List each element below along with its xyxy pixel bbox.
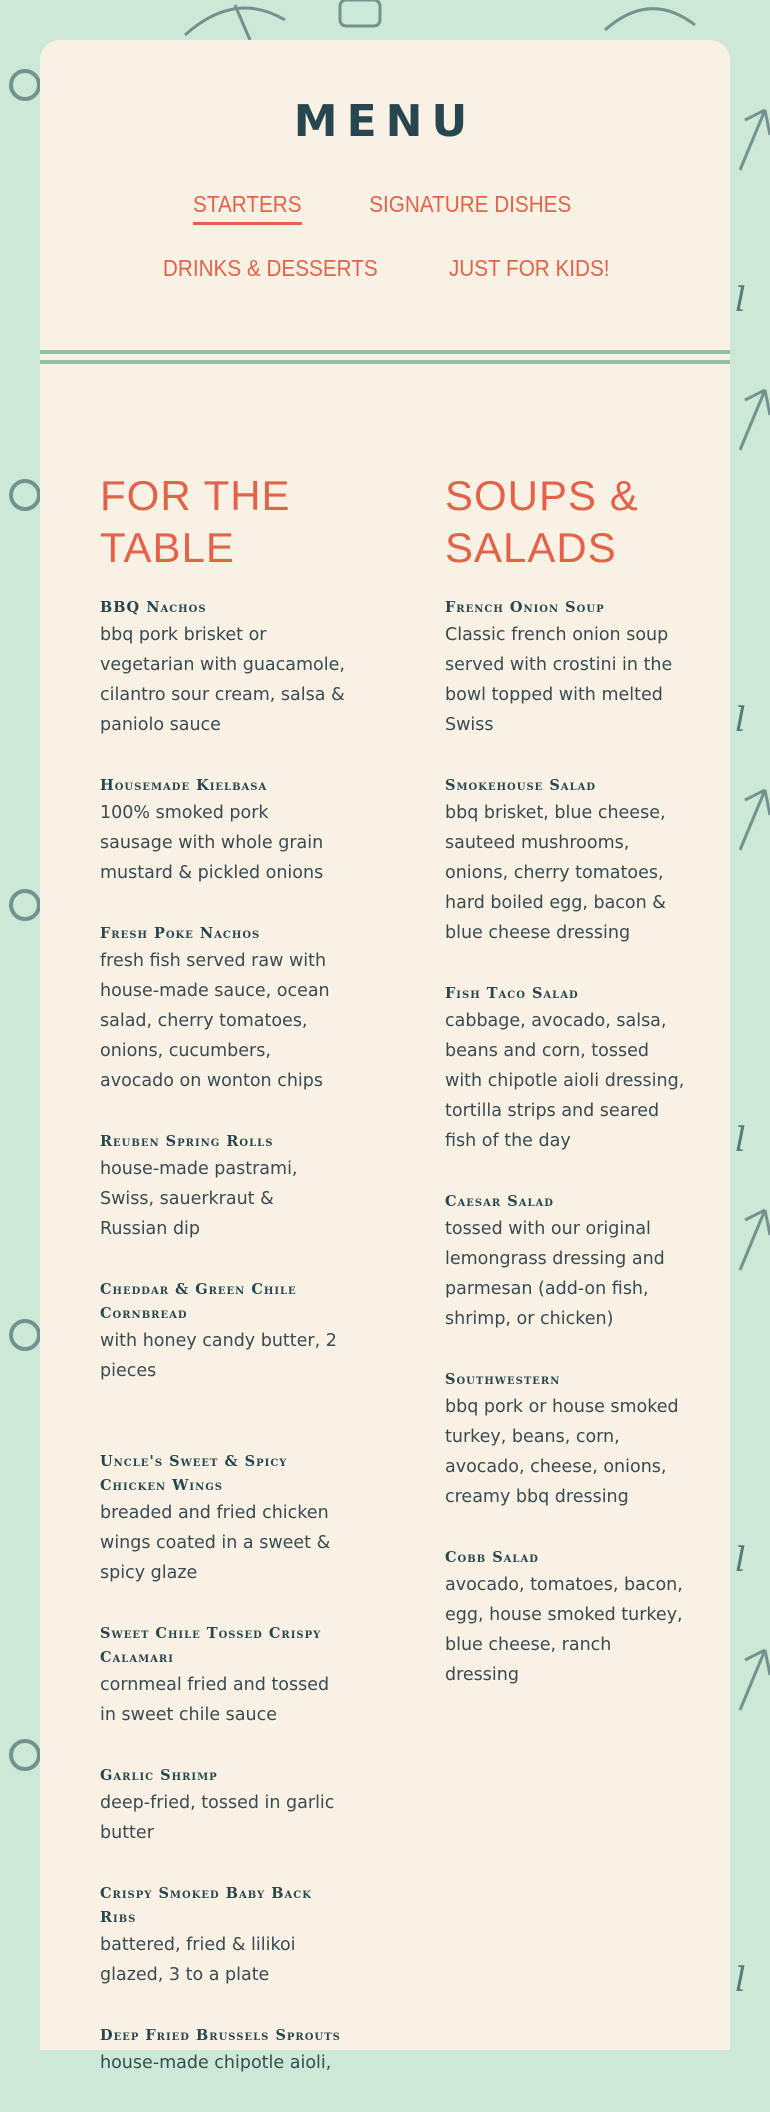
item-description: avocado, tomatoes, bacon, egg, house smoked turkey, blue cheese, ranch dressing bbox=[445, 1575, 683, 1685]
item-description: fresh fish served raw with house-made sauce, ocean salad, cherry tomatoes, onions, cucumbers, avocado on wonton chips bbox=[100, 951, 330, 1091]
tiki-icon bbox=[330, 0, 390, 30]
tab-signature-dishes[interactable]: SIGNATURE DISHES bbox=[369, 191, 572, 217]
item-name: Caesar Salad bbox=[445, 1193, 554, 1210]
list-item bbox=[445, 774, 690, 948]
rope-icon bbox=[5, 60, 45, 110]
item-name: Smokehouse Salad bbox=[445, 777, 597, 794]
item-name: BBQ Nachos bbox=[100, 599, 207, 616]
item-description: bbq pork or house smoked turkey, beans, corn, avocado, cheese, onions, creamy bbq dressing bbox=[445, 1397, 679, 1507]
item-description: bbq brisket, blue cheese, sauteed mushrooms, onions, cherry tomatoes, hard boiled egg, bacon & blue cheese dressing bbox=[445, 803, 666, 943]
menu-card bbox=[40, 40, 730, 2073]
script-logo-icon: l bbox=[735, 700, 746, 740]
list-item bbox=[100, 922, 345, 1096]
item-name: Sweet Chile Tossed Crispy Calamari bbox=[100, 1625, 322, 1666]
list-item bbox=[100, 596, 345, 740]
item-name: Cobb Salad bbox=[445, 1549, 539, 1566]
list-item bbox=[100, 1622, 345, 1730]
list-item bbox=[100, 774, 345, 888]
item-name: Housemade Kielbasa bbox=[100, 777, 268, 794]
list-item bbox=[100, 1278, 345, 1386]
menu-columns bbox=[100, 430, 690, 2112]
item-description: Classic french onion soup served with crostini in the bowl topped with melted Swiss bbox=[445, 625, 673, 735]
rope-icon bbox=[5, 1310, 45, 1360]
item-description: house-made chipotle aioli, bbox=[100, 2053, 332, 2073]
list-item bbox=[100, 1130, 345, 1244]
list-item bbox=[445, 982, 690, 1156]
item-description: tossed with our original lemongrass dressing and parmesan (add-on fish, shrimp, or chicken) bbox=[445, 1219, 665, 1329]
divider bbox=[40, 350, 730, 354]
list-item bbox=[445, 1190, 690, 1334]
divider bbox=[40, 360, 730, 364]
list-item bbox=[100, 1882, 345, 1990]
section-title: FOR THE TABLE bbox=[100, 472, 291, 571]
palm-icon bbox=[735, 1640, 770, 1720]
item-description: with honey candy butter, 2 pieces bbox=[100, 1331, 337, 1381]
tab-row bbox=[40, 250, 730, 314]
item-name: Southwestern bbox=[445, 1371, 561, 1388]
item-name: Uncle's Sweet & Spicy Chicken Wings bbox=[100, 1453, 288, 1494]
tab-drinks-desserts[interactable]: DRINKS & DESSERTS bbox=[163, 255, 379, 281]
section-for-the-table bbox=[100, 430, 345, 2112]
list-item bbox=[445, 596, 690, 740]
script-logo-icon: l bbox=[735, 1120, 746, 1160]
item-name: Fish Taco Salad bbox=[445, 985, 579, 1002]
menu-tabs bbox=[40, 186, 730, 314]
item-description: battered, fried & lilikoi glazed, 3 to a plate bbox=[100, 1935, 296, 1985]
item-name: Fresh Poke Nachos bbox=[100, 925, 261, 942]
item-description: breaded and fried chicken wings coated in a sweet & spicy glaze bbox=[100, 1503, 331, 1583]
item-name: Reuben Spring Rolls bbox=[100, 1133, 274, 1150]
list-item bbox=[445, 1546, 690, 1690]
script-logo-icon: l bbox=[735, 1540, 746, 1580]
rope-icon bbox=[5, 880, 45, 930]
rope-icon bbox=[5, 1730, 45, 1780]
page-title: MENU bbox=[293, 96, 477, 147]
section-soups-salads bbox=[445, 430, 690, 2112]
item-name: Garlic Shrimp bbox=[100, 1767, 218, 1784]
script-logo-icon: l bbox=[735, 280, 746, 320]
item-description: 100% smoked pork sausage with whole grain mustard & pickled onions bbox=[100, 803, 324, 883]
list-item bbox=[100, 1764, 345, 1848]
list-item bbox=[100, 2024, 345, 2078]
item-description: cornmeal fried and tossed in sweet chile sauce bbox=[100, 1675, 330, 1725]
rope-icon bbox=[5, 470, 45, 520]
tab-starters[interactable]: STARTERS bbox=[193, 186, 302, 225]
palm-icon bbox=[735, 1200, 770, 1280]
item-description: bbq pork brisket or vegetarian with guacamole, cilantro sour cream, salsa & paniolo sauce bbox=[100, 625, 345, 735]
item-name: Cheddar & Green Chile Cornbread bbox=[100, 1281, 297, 1322]
tab-just-for-kids[interactable]: JUST FOR KIDS! bbox=[448, 255, 610, 281]
item-name: Deep Fried Brussels Sprouts bbox=[100, 2027, 341, 2044]
palm-icon bbox=[735, 100, 770, 180]
script-logo-icon: l bbox=[735, 1960, 746, 2000]
palm-icon bbox=[735, 780, 770, 860]
tab-row bbox=[40, 186, 730, 250]
item-description: deep-fried, tossed in garlic butter bbox=[100, 1793, 335, 1843]
item-name: French Onion Soup bbox=[445, 599, 605, 616]
umbrella-icon bbox=[600, 0, 700, 40]
item-description: house-made pastrami, Swiss, sauerkraut & Russian dip bbox=[100, 1159, 298, 1239]
umbrella-icon bbox=[180, 0, 290, 40]
item-description: cabbage, avocado, salsa, beans and corn, tossed with chipotle aioli dressing, tortilla strips and seared fish of the day bbox=[445, 1011, 685, 1151]
section-title: SOUPS & SALADS bbox=[445, 472, 639, 571]
item-name: Crispy Smoked Baby Back Ribs bbox=[100, 1885, 312, 1926]
list-item bbox=[100, 1450, 345, 1588]
list-item bbox=[445, 1368, 690, 1512]
palm-icon bbox=[735, 380, 770, 460]
